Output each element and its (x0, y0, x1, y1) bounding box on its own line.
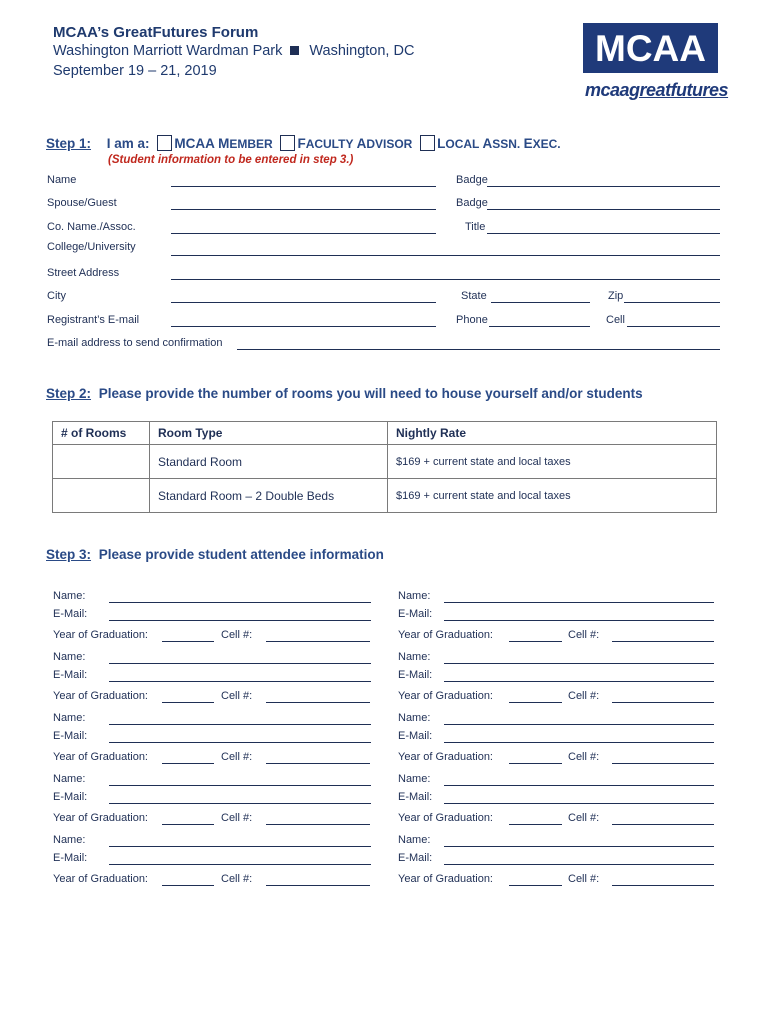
student-cell-label: Cell #: (221, 873, 253, 885)
faculty-option: FACULTY ADVISOR (297, 136, 413, 151)
student-cell-label: Cell #: (568, 629, 600, 641)
student-email-field[interactable] (444, 620, 714, 621)
student-cell-label: Cell #: (221, 690, 253, 702)
spouse-badge-label: Badge (456, 197, 488, 209)
zip-field[interactable] (624, 302, 720, 303)
city-field[interactable] (171, 302, 436, 303)
table-row (53, 445, 717, 479)
step3-label: Step 3: (46, 547, 92, 562)
street-label: Street Address (47, 267, 120, 279)
student-name-field[interactable] (109, 724, 371, 725)
student-name-field[interactable] (109, 663, 371, 664)
student-year-field[interactable] (509, 885, 562, 886)
city: Washington, DC (309, 43, 415, 59)
venue-line (53, 43, 414, 59)
student-email-label: E-Mail: (53, 608, 88, 620)
student-name-field[interactable] (444, 663, 714, 664)
student-email-label: E-Mail: (398, 730, 433, 742)
student-year-label: Year of Graduation: (398, 873, 493, 885)
spouse-field[interactable] (171, 209, 436, 210)
step3-heading (46, 547, 384, 562)
student-cell-field[interactable] (612, 763, 714, 764)
student-year-label: Year of Graduation: (398, 629, 493, 641)
student-email-label: E-Mail: (53, 669, 88, 681)
state-label: State (461, 290, 487, 302)
student-cell-field[interactable] (266, 885, 370, 886)
company-label: Co. Name./Assoc. (47, 221, 136, 233)
student-name-label: Name: (398, 651, 431, 663)
student-email-field[interactable] (444, 803, 714, 804)
student-email-field[interactable] (109, 681, 371, 682)
event-dates: September 19 – 21, 2019 (53, 63, 217, 79)
table-row (53, 479, 717, 513)
student-email-label: E-Mail: (53, 730, 88, 742)
student-year-field[interactable] (162, 641, 214, 642)
member-checkbox[interactable] (157, 135, 172, 151)
email-field[interactable] (171, 326, 436, 327)
header-rate: Nightly Rate (388, 422, 717, 445)
student-name-label: Name: (53, 590, 86, 602)
student-name-field[interactable] (109, 602, 371, 603)
badge-label: Badge (456, 174, 488, 186)
student-email-field[interactable] (444, 681, 714, 682)
student-year-label: Year of Graduation: (398, 751, 493, 763)
student-email-label: E-Mail: (398, 669, 433, 681)
zip-label: Zip (608, 290, 624, 302)
college-label: College/University (47, 241, 136, 253)
rooms-table (52, 421, 717, 513)
student-cell-field[interactable] (612, 824, 714, 825)
logo-suffix: greatfutures (629, 80, 729, 100)
room-type: Standard Room (150, 445, 388, 479)
student-name-label: Name: (398, 590, 431, 602)
student-name-field[interactable] (444, 846, 714, 847)
student-year-field[interactable] (509, 824, 562, 825)
student-cell-field[interactable] (266, 641, 370, 642)
student-email-field[interactable] (444, 864, 714, 865)
mcaa-logo: MCAA (583, 23, 718, 73)
student-name-label: Name: (53, 834, 86, 846)
venue: Washington Marriott Wardman Park (53, 43, 283, 59)
step3-text: Please provide student attendee information (98, 547, 384, 562)
student-cell-label: Cell #: (568, 873, 600, 885)
title-label: Title (465, 221, 486, 233)
rooms-count-input[interactable] (53, 445, 150, 479)
step2-heading (46, 386, 643, 401)
room-rate: $169 + current state and local taxes (388, 445, 717, 479)
greatfutures-logo (585, 80, 729, 101)
step1-heading (46, 135, 561, 151)
phone-field[interactable] (489, 326, 590, 327)
student-cell-field[interactable] (266, 824, 370, 825)
student-year-field[interactable] (162, 763, 214, 764)
student-cell-label: Cell #: (221, 629, 253, 641)
cell-field[interactable] (627, 326, 720, 327)
student-name-label: Name: (53, 773, 86, 785)
student-cell-field[interactable] (266, 702, 370, 703)
student-year-label: Year of Graduation: (53, 690, 148, 702)
email-label: Registrant’s E-mail (47, 314, 140, 326)
student-note: (Student information to be entered in step 3.) (108, 154, 354, 166)
rooms-count-input[interactable] (53, 479, 150, 513)
student-email-field[interactable] (444, 742, 714, 743)
student-email-field[interactable] (109, 864, 371, 865)
student-name-label: Name: (53, 712, 86, 724)
student-name-field[interactable] (109, 846, 371, 847)
student-email-label: E-Mail: (53, 852, 88, 864)
student-year-field[interactable] (509, 641, 562, 642)
student-year-field[interactable] (509, 763, 562, 764)
student-cell-label: Cell #: (221, 812, 253, 824)
student-year-field[interactable] (162, 824, 214, 825)
local-assn-option: LOCAL ASSN. EXEC. (437, 136, 561, 151)
student-year-label: Year of Graduation: (398, 690, 493, 702)
cell-label: Cell (606, 314, 625, 326)
local-assn-checkbox[interactable] (420, 135, 435, 151)
logo-prefix: mcaa (585, 80, 630, 100)
student-year-field[interactable] (509, 702, 562, 703)
table-header-row (53, 422, 717, 445)
step1-label: Step 1: (46, 136, 92, 151)
confirm-email-label: E-mail address to send confirmation (47, 337, 223, 349)
iam-label: I am a: (106, 136, 150, 151)
student-year-label: Year of Graduation: (53, 751, 148, 763)
student-name-field[interactable] (444, 602, 714, 603)
student-year-label: Year of Graduation: (53, 629, 148, 641)
name-label: Name (47, 174, 77, 186)
student-cell-label: Cell #: (568, 690, 600, 702)
square-bullet-icon (290, 46, 299, 55)
student-cell-label: Cell #: (221, 751, 253, 763)
step2-text: Please provide the number of rooms you will need to house yourself and/or students (98, 386, 643, 401)
room-type: Standard Room – 2 Double Beds (150, 479, 388, 513)
header-rooms: # of Rooms (53, 422, 150, 445)
phone-label: Phone (456, 314, 488, 326)
student-year-label: Year of Graduation: (53, 873, 148, 885)
student-name-label: Name: (398, 834, 431, 846)
faculty-checkbox[interactable] (280, 135, 295, 151)
student-email-field[interactable] (109, 620, 371, 621)
room-rate: $169 + current state and local taxes (388, 479, 717, 513)
student-cell-field[interactable] (612, 885, 714, 886)
student-cell-label: Cell #: (568, 812, 600, 824)
company-field[interactable] (171, 233, 436, 234)
student-name-label: Name: (53, 651, 86, 663)
student-cell-label: Cell #: (568, 751, 600, 763)
college-field[interactable] (171, 255, 720, 256)
student-email-label: E-Mail: (53, 791, 88, 803)
street-field[interactable] (171, 279, 720, 280)
confirm-email-field[interactable] (237, 349, 720, 350)
student-year-field[interactable] (162, 885, 214, 886)
student-cell-field[interactable] (266, 763, 370, 764)
student-email-field[interactable] (109, 803, 371, 804)
title-field[interactable] (487, 233, 720, 234)
student-name-label: Name: (398, 712, 431, 724)
student-name-field[interactable] (444, 724, 714, 725)
student-email-field[interactable] (109, 742, 371, 743)
badge-field[interactable] (487, 186, 720, 187)
student-email-label: E-Mail: (398, 608, 433, 620)
spouse-badge-field[interactable] (487, 209, 720, 210)
step2-label: Step 2: (46, 386, 92, 401)
student-email-label: E-Mail: (398, 852, 433, 864)
student-year-field[interactable] (162, 702, 214, 703)
form-title: MCAA’s GreatFutures Forum (53, 24, 259, 41)
student-cell-field[interactable] (612, 641, 714, 642)
student-cell-field[interactable] (612, 702, 714, 703)
member-option: MCAA MEMBER (174, 136, 273, 151)
city-label: City (47, 290, 66, 302)
student-year-label: Year of Graduation: (53, 812, 148, 824)
name-field[interactable] (171, 186, 436, 187)
student-name-field[interactable] (444, 785, 714, 786)
header-room-type: Room Type (150, 422, 388, 445)
spouse-label: Spouse/Guest (47, 197, 117, 209)
state-field[interactable] (491, 302, 590, 303)
student-name-field[interactable] (109, 785, 371, 786)
student-email-label: E-Mail: (398, 791, 433, 803)
student-name-label: Name: (398, 773, 431, 785)
student-year-label: Year of Graduation: (398, 812, 493, 824)
